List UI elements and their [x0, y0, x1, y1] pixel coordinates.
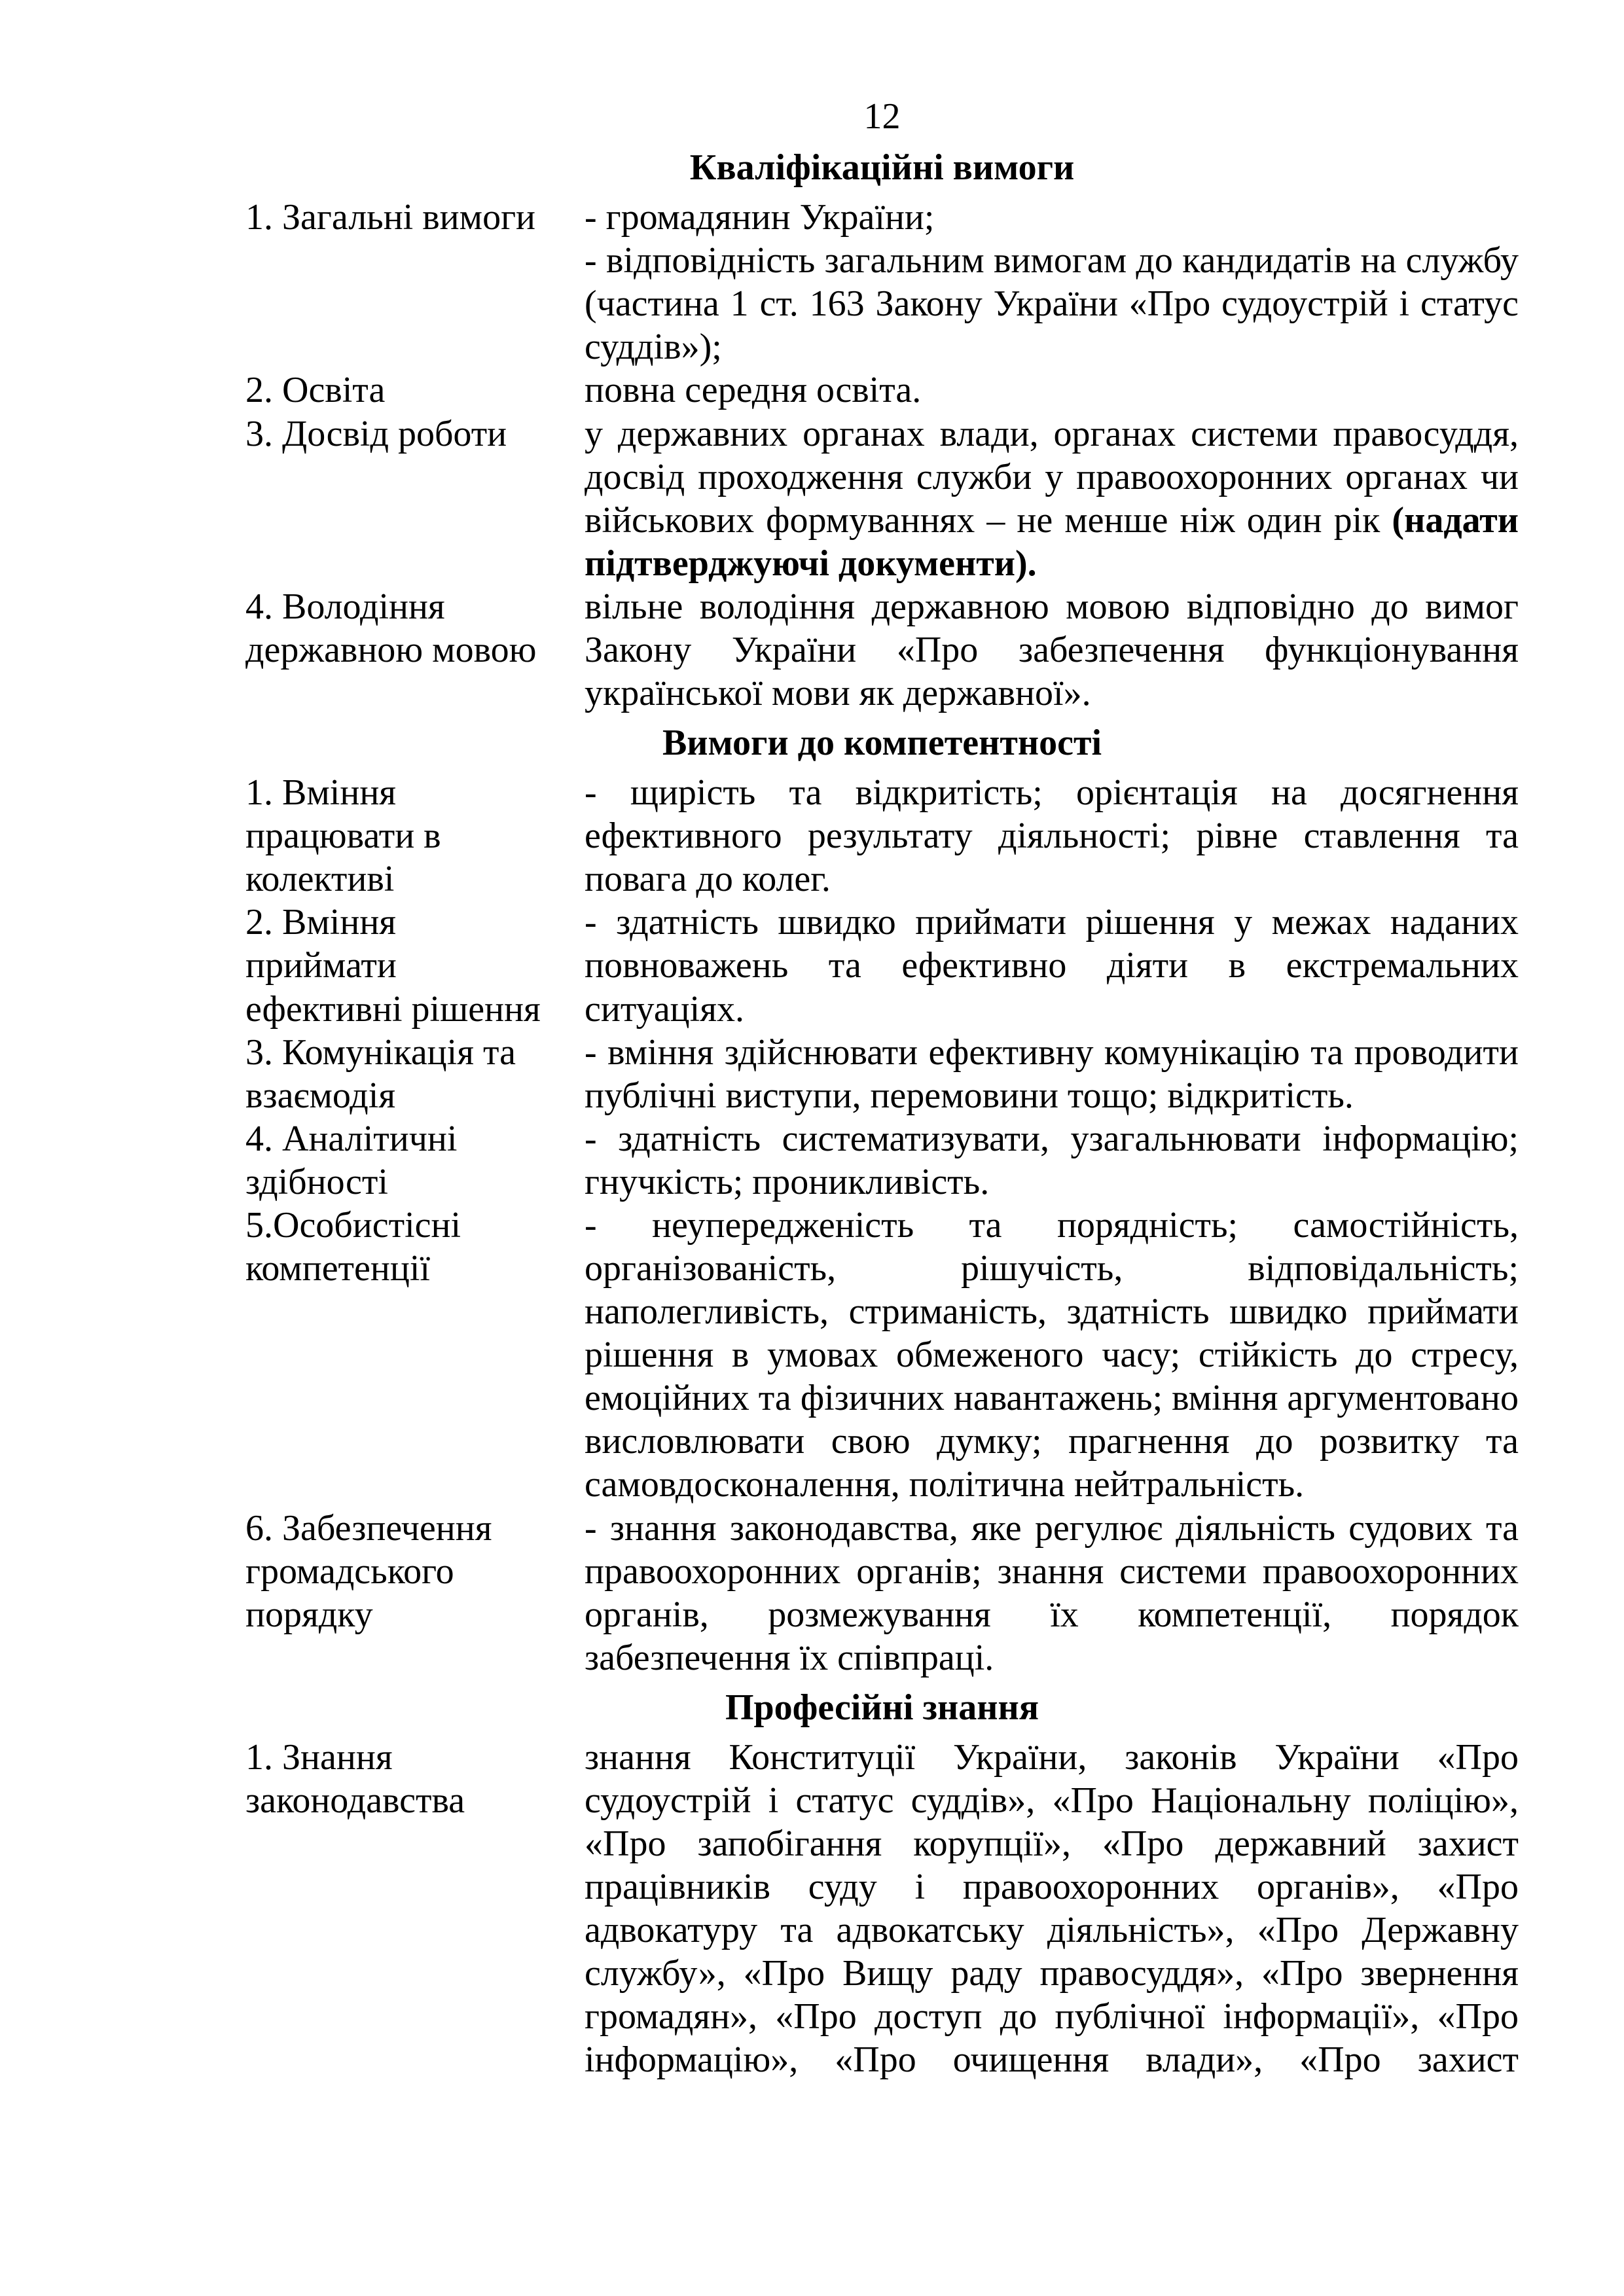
row-content — [585, 585, 1519, 715]
row-label-line: 1. Вміння — [245, 772, 397, 814]
row-label-line: 2. Вміння — [245, 902, 397, 943]
row-label-line: взаємодія — [245, 1075, 396, 1116]
requirement-row — [245, 1031, 1519, 1117]
row-content — [585, 901, 1519, 1030]
row-label-line: ефективні рішення — [245, 988, 541, 1030]
row-label-line: компетенції — [245, 1248, 430, 1289]
row-content — [585, 1507, 1519, 1679]
row-label-line: 5.Особистісні — [245, 1204, 461, 1246]
row-label-line: 1. Знання — [245, 1736, 393, 1778]
row-label-line: державною мовою — [245, 629, 537, 670]
paragraph: - вміння здійснювати ефективну комунікацію та проводити публічні виступи, перемовини тощо; відкритість. — [585, 1031, 1519, 1116]
row-content — [585, 368, 1519, 412]
row-content — [585, 1117, 1519, 1204]
paragraph — [585, 412, 1519, 585]
row-label — [245, 196, 585, 368]
row-label-line: 3. Комунікація та — [245, 1031, 516, 1073]
row-content — [585, 412, 1519, 585]
row-label-line: порядку — [245, 1594, 373, 1635]
row-label-line: 2. Освіта — [245, 370, 386, 411]
row-label-line: 4. Аналітичні — [245, 1118, 458, 1159]
row-label — [245, 368, 585, 412]
paragraph: вільне володіння державною мовою відповідно до вимог Закону України «Про забезпечення функціонування української мови як державної». — [585, 586, 1519, 714]
row-content — [585, 1204, 1519, 1507]
requirement-row — [245, 1117, 1519, 1204]
requirement-row — [245, 196, 1519, 368]
section-heading-competence: Вимоги до компетентності — [662, 723, 1102, 764]
requirement-row — [245, 412, 1519, 585]
row-label-line: здібності — [245, 1161, 388, 1202]
row-label — [245, 1507, 585, 1679]
paragraph: повна середня освіта. — [585, 370, 922, 411]
page-number: 12 — [863, 96, 901, 137]
row-label — [245, 1117, 585, 1204]
row-label-line: 4. Володіння — [245, 586, 445, 627]
document-body — [245, 95, 1519, 2082]
paragraph: - неупередженість та порядність; самостійність, організованість, рішучість, відповідальність; наполегливість, стриманість, здатність швидко приймати рішення в умовах обмеженого часу; стійкість до стресу, емоційних та фізичних навантажень; вміння аргументовано висловлювати свою думку; прагнення до розвитку та самовдосконалення, політична нейтральність. — [585, 1204, 1519, 1505]
section-heading-qualification: Кваліфікаційні вимоги — [689, 147, 1075, 188]
paragraph: - здатність швидко приймати рішення у межах наданих повноважень та ефективно діяти в екстремальних ситуаціях. — [585, 902, 1519, 1030]
row-label-line: 6. Забезпечення — [245, 1507, 492, 1549]
row-label-line: громадського — [245, 1551, 454, 1592]
text-segment-bold: (надати підтверджуючі документи). — [585, 499, 1519, 584]
paragraph: - громадянин України; — [585, 197, 935, 238]
requirement-row — [245, 585, 1519, 715]
requirement-row — [245, 1204, 1519, 1507]
paragraph: - відповідність загальним вимогам до кандидатів на службу (частина 1 ст. 163 Закону України «Про судоустрій і статус суддів»); — [585, 240, 1519, 368]
row-label-line: 1. Загальні вимоги — [245, 197, 536, 238]
row-label — [245, 771, 585, 901]
row-label — [245, 1736, 585, 2082]
requirement-row — [245, 1507, 1519, 1679]
row-label-line: приймати — [245, 945, 397, 986]
row-label — [245, 585, 585, 715]
row-label-line: законодавства — [245, 1780, 465, 1821]
row-label — [245, 412, 585, 585]
paragraph: - знання законодавства, яке регулює діяльність судових та правоохоронних органів; знання системи правоохоронних органів, розмежування їх компетенції, порядок забезпечення їх співпраці. — [585, 1507, 1519, 1678]
paragraph: знання Конституції України, законів України «Про судоустрій і статус суддів», «Про Національну поліцію», «Про запобігання корупції», «Про державний захист працівників суду і правоохоронних органів», «Про адвокатуру та адвокатську діяльність», «Про Державну службу», «Про Вищу раду правосуддя», «Про звернення громадян», «Про доступ до публічної інформації», «Про інформацію», «Про очищення влади», «Про захист — [585, 1736, 1519, 2081]
row-label-line: працювати в — [245, 816, 441, 857]
row-content — [585, 771, 1519, 901]
requirement-row — [245, 901, 1519, 1030]
requirement-row — [245, 368, 1519, 412]
row-content — [585, 1736, 1519, 2082]
section-heading-professional-knowledge: Професійні знання — [725, 1687, 1039, 1728]
paragraph: - щирість та відкритість; орієнтація на досягнення ефективного результату діяльності; рівне ставлення та повага до колег. — [585, 772, 1519, 900]
requirement-row — [245, 771, 1519, 901]
row-label-line: колективі — [245, 859, 395, 900]
text-segment: у державних органах влади, органах системи правосуддя, досвід проходження служби у правоохоронних органах чи військових формуваннях – не менше ніж один рік — [585, 413, 1519, 541]
row-label — [245, 1031, 585, 1117]
row-content — [585, 196, 1519, 368]
requirement-row — [245, 1736, 1519, 2082]
row-label — [245, 901, 585, 1030]
row-label — [245, 1204, 585, 1507]
row-label-line: 3. Досвід роботи — [245, 413, 507, 454]
row-content — [585, 1031, 1519, 1117]
paragraph: - здатність систематизувати, узагальнювати інформацію; гнучкість; проникливість. — [585, 1118, 1519, 1202]
